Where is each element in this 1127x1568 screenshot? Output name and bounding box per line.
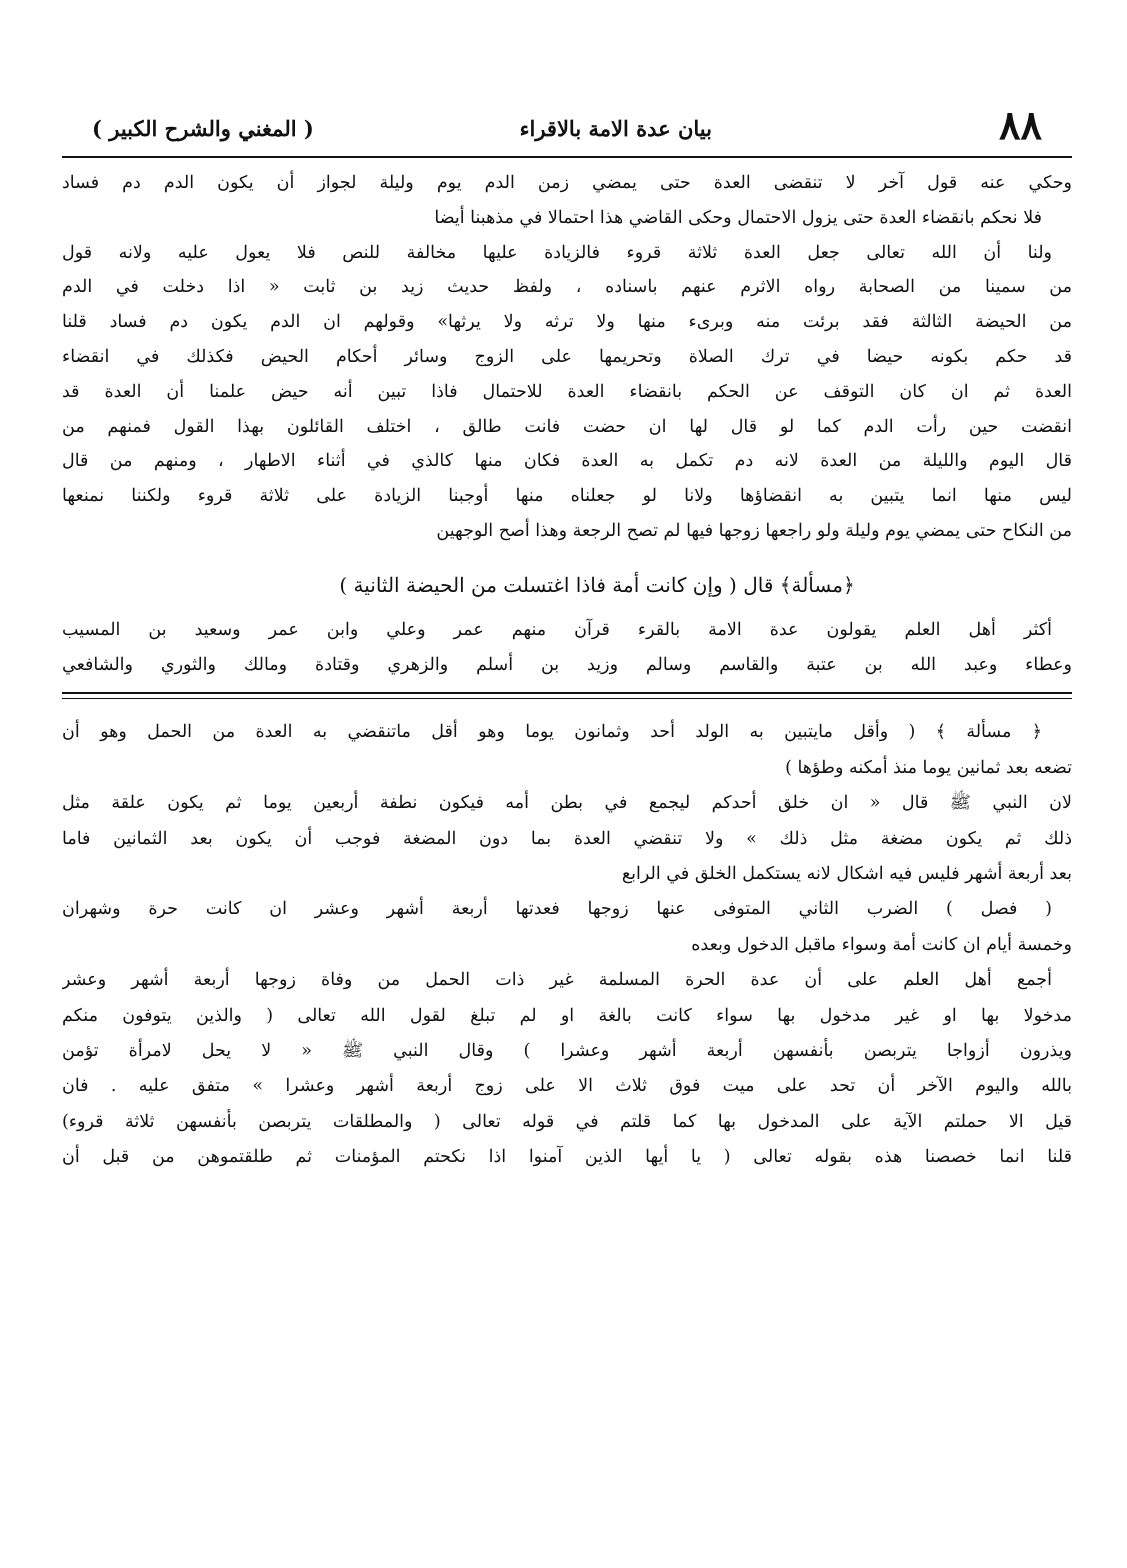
text-line: ليس منها انما يتبين به انقضاؤها ولانا لو جعلناه منها أوجبنا الزيادة على ثلاثة قروء ولكننا نمنعها bbox=[62, 486, 1072, 507]
section-divider bbox=[62, 692, 1072, 699]
text-line: بعد أربعة أشهر فليس فيه اشكال لانه يستكمل الخلق في الرابع bbox=[621, 863, 1072, 884]
text-line: أكثر أهل العلم يقولون عدة الامة بالقرء قرآن منهم عمر وعلي وابن عمر وسعيد بن المسيب bbox=[62, 619, 1052, 640]
commentary-text bbox=[62, 715, 1072, 1175]
page-header bbox=[62, 100, 1072, 158]
main-text bbox=[62, 166, 1072, 549]
masala-text bbox=[62, 613, 1072, 683]
text-line: بالله واليوم الآخر أن تحد على ميت فوق ثلاث الا على زوج أربعة أشهر وعشرا » متفق عليه . فان bbox=[62, 1076, 1072, 1097]
running-section-title: بيان عدة الامة بالاقراء bbox=[519, 116, 712, 141]
text-line: وحكي عنه قول آخر لا تنقضى العدة حتى يمضي زمن الدم يوم وليلة لجواز أن يكون الدم دم فساد bbox=[62, 173, 1072, 193]
text-line: تضعه بعد ثمانين يوما منذ أمكنه وطؤها ) bbox=[785, 757, 1072, 778]
text-line: مدخولا بها او غير مدخول بها سواء كانت بالغة او لم تبلغ لقول الله تعالى ( والذين يتوفون منكم bbox=[62, 1005, 1072, 1026]
text-line: من سمينا من الصحابة رواه الاثرم عنهم باسناده ، ولفظ حديث زيد بن ثابت « اذا دخلت في الدم bbox=[62, 277, 1072, 298]
text-line: قلنا انما خصصنا هذه بقوله تعالى ( يا أيها الذين آمنوا اذا نكحتم المؤمنات ثم طلقتموهن من قبل أن bbox=[62, 1147, 1072, 1168]
text-line: وخمسة أيام ان كانت أمة وسواء ماقبل الدخول وبعده bbox=[691, 934, 1072, 955]
text-line: وعطاء وعبد الله بن عتبة والقاسم وسالم وزيد بن أسلم والزهري وقتادة ومالك والثوري والشافعي bbox=[62, 654, 1072, 675]
text-line: انقضت حين رأت الدم كما لو قال لها ان حضت فانت طالق ، اختلف القائلون بهذا القول فمنهم من bbox=[62, 416, 1072, 437]
text-line: ﴿ مسألة ﴾ ( وأقل مايتبين به الولد أحد وثمانون يوما وهو أقل ماتنقضي به العدة من الحمل وهو أن bbox=[62, 722, 1042, 743]
masala-heading: ﴿مسألة﴾ قال ( وإن كانت أمة فاذا اغتسلت من الحيضة الثانية ) bbox=[339, 572, 855, 597]
text-line: من الحيضة الثالثة فقد برئت منه وبرىء منها ولا ترثه ولا يرثها» وقولهم ان الدم يكون دم فساد قلنا bbox=[62, 312, 1072, 333]
page-number: ٨٨ bbox=[999, 102, 1042, 149]
running-book-title: ( المغني والشرح الكبير ) bbox=[92, 116, 314, 141]
book-page bbox=[62, 100, 1072, 1176]
text-line: لان النبي ﷺ قال « ان خلق أحدكم ليجمع في بطن أمه فيكون نطفة أربعين يوما ثم يكون علقة مثل bbox=[62, 793, 1072, 814]
text-line: العدة ثم ان كان التوقف عن الحكم بانقضاء العدة للاحتمال فاذا تبين أنه حيض علمنا أن العدة قد bbox=[62, 381, 1072, 402]
text-line: من النكاح حتى يمضي يوم وليلة ولو راجعها زوجها فيها لم تصح الرجعة وهذا أصح الوجهين bbox=[436, 520, 1072, 541]
text-line: ذلك ثم يكون مضغة مثل ذلك » ولا تنقضي العدة بما دون المضغة فوجب أن يكون بعد الثمانين فاما bbox=[62, 828, 1072, 849]
text-line: ولنا أن الله تعالى جعل العدة ثلاثة قروء فالزيادة عليها مخالفة للنص فلا يعول عليه ولانه قول bbox=[62, 242, 1052, 263]
text-line: أجمع أهل العلم على أن عدة الحرة المسلمة غير ذات الحمل من وفاة زوجها أربعة أشهر وعشر bbox=[62, 970, 1052, 991]
header-rule bbox=[62, 156, 1072, 158]
text-line: فلا نحكم بانقضاء العدة حتى يزول الاحتمال وحكى القاضي هذا احتمالا في مذهبنا أيضا bbox=[434, 207, 1042, 228]
text-line: قال اليوم والليلة من العدة لانه دم تكمل به العدة فكان منها كالذي في أثناء الاطهار ، ومنهم من قال bbox=[62, 451, 1072, 472]
text-line: قد حكم بكونه حيضا في ترك الصلاة وتحريمها على الزوج وسائر أحكام الحيض فكذلك في انقضاء bbox=[62, 346, 1072, 367]
text-line: ( فصل ) الضرب الثاني المتوفى عنها زوجها فعدتها أربعة أشهر وعشر ان كانت حرة وشهران bbox=[62, 899, 1052, 920]
text-line: ويذرون أزواجا يتربصن بأنفسهن أربعة أشهر وعشرا ) وقال النبي ﷺ « لا يحل لامرأة تؤمن bbox=[62, 1041, 1072, 1062]
text-line: قيل الا حملتم الآية على المدخول بها كما قلتم في قوله تعالى ( والمطلقات يتربصن بأنفسهن ثلاثة قروء) bbox=[62, 1111, 1072, 1132]
